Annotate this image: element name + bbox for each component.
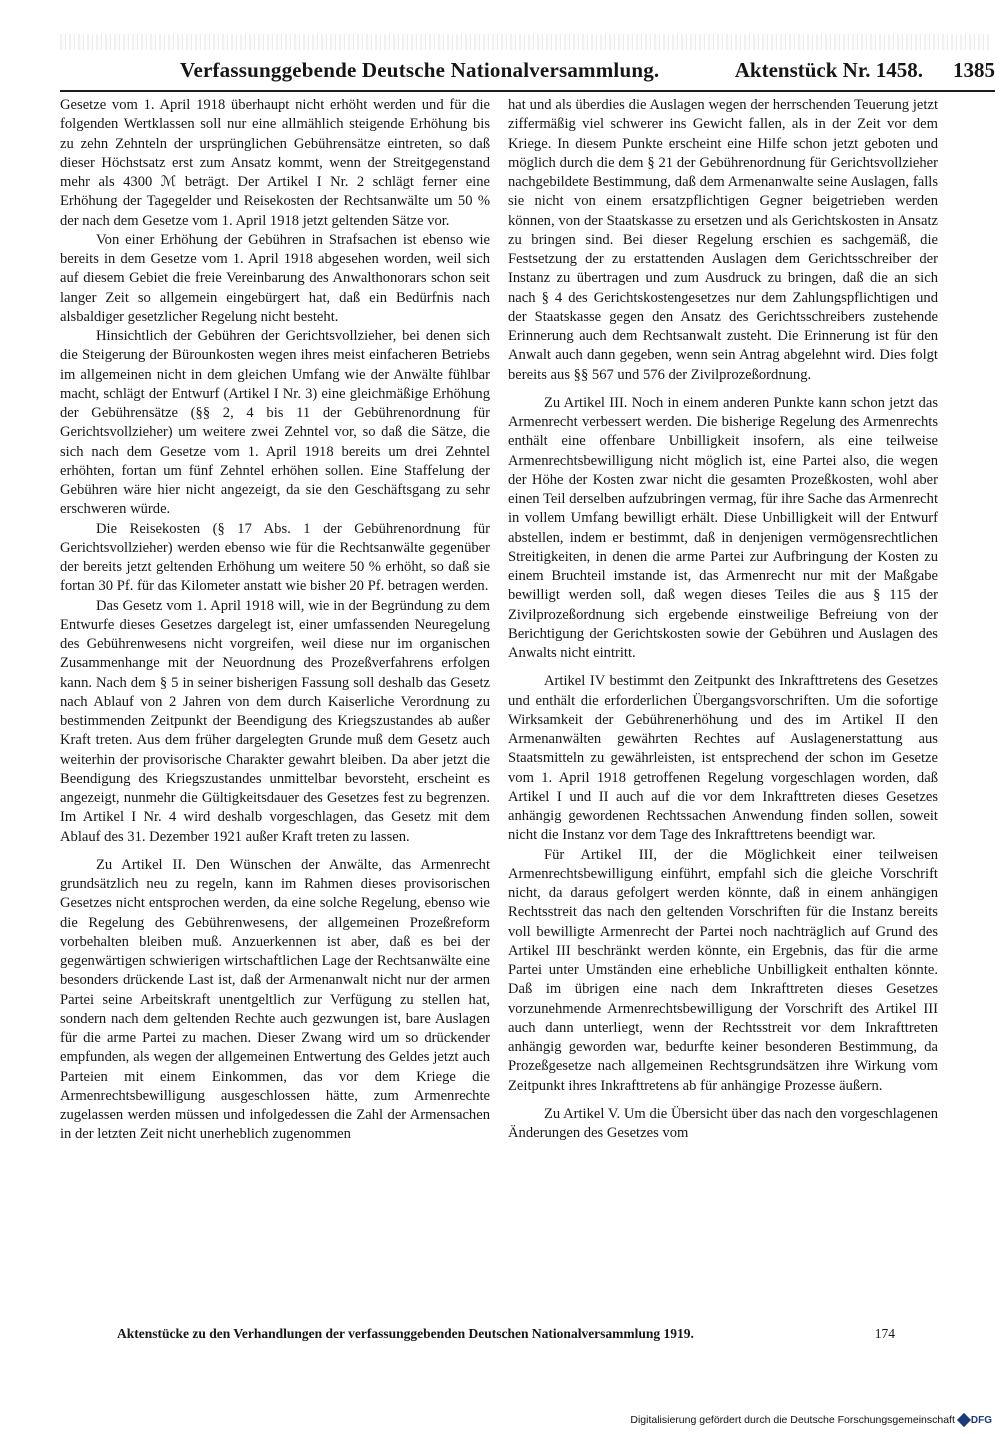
- paragraph-zu-artikel-iii: Zu Artikel III. Noch in einem anderen Punkte kann schon jetzt das Armenrecht verbessert werden. Die bisherige Regelung des Armenrechts enthält eine offenbare Unbilligkeit insofern, als eine teilweise Armenrechtsbewilligung nicht möglich ist, eine Partei also, die wegen der Höhe der Kosten zwar nicht die gesamten Prozeßkosten, wohl aber einen Teil derselben aufzubringen vermag, für ihre Sache das Armenrecht in vollem Umfang bewilligt erhält. Diese Unbilligkeit will der Entwurf abstellen, indem er bestimmt, daß in denjenigen vermögensrechtlichen Streitigkeiten, in denen die arme Partei zur Aufbringung der Kosten zu einem Bruchteil imstande ist, das Armenrecht nur mit der Maßgabe bewilligt werden soll, daß wegen dieses Teiles die aus § 115 der Zivilprozeßordnung sich ergebende einstweilige Befreiung von der Berichtigung der Gerichtskosten sowie der Gebühren und Auslagen des Anwalts nicht eintritt.: [508, 394, 938, 661]
- page-header: [180, 58, 995, 92]
- document-number: Aktenstück Nr. 1458.: [734, 58, 923, 82]
- paragraph-zu-artikel-v: Zu Artikel V. Um die Übersicht über das nach den vorgeschlagenen Änderungen des Gesetzes vom: [508, 1105, 938, 1141]
- paragraph-zu-artikel-ii: Zu Artikel II. Den Wünschen der Anwälte, das Armenrecht grundsätzlich neu zu regeln, kann im Rahmen dieses provisorischen Gesetzes nicht entsprochen werden, da eine solche Regelung, ebenso wie die Regelung des Gebührenwesens, der allgemeinen Prozeßreform vorbehalten bleiben muß. Anzuerkennen ist aber, daß es bei der gegenwärtigen schwierigen wirtschaftlichen Lage der Rechtsanwälte eine besonders drückende Last ist, daß der Armenanwalt nicht nur der armen Partei seine Arbeitskraft unentgeltlich zur Verfügung zu stellen hat, sondern nach dem geltenden Rechte auch gezwungen ist, bare Auslagen für die arme Partei zu machen. Dieser Zwang wird um so drückender empfunden, als wegen der allgemeinen Entwertung des Geldes jetzt auch Parteien mit einem Einkommen, das vor dem Kriege die Armenrechtsbewilligung ausgeschlossen hätte, zum Armenrechte zugelassen werden müssen und infolgedessen die Zahl der Armensachen in der letzten Zeit nicht unerheblich zugenommen: [60, 856, 490, 1143]
- header-right: [735, 58, 995, 83]
- left-column: [60, 96, 490, 1145]
- paragraph: Die Reisekosten (§ 17 Abs. 1 der Gebührenordnung für Gerichtsvollzieher) werden ebenso wie für die Rechtsanwälte gegenüber der bereits jetzt geltenden Erhöhung um weitere 50 % erhöht, so daß sie fortan 30 Pf. für das Kilometer anstatt wie bisher 20 Pf. betragen werden.: [60, 520, 490, 595]
- footer-text: Aktenstücke zu den Verhandlungen der verfassunggebenden Deutschen Nationalversammlung 1919.: [117, 1326, 694, 1341]
- paragraph: Gesetze vom 1. April 1918 überhaupt nicht erhöht werden und für die folgenden Wertklassen soll nur eine allmählich steigende Erhöhung bis zu zehn Zehnteln der ursprünglichen Gebührensätze eintreten, so daß dieser Höchstsatz erst zum Ansatz kommt, wenn der Streitgegenstand mehr als 4300 ℳ beträgt. Der Artikel I Nr. 2 schlägt ferner eine Erhöhung der Tagegelder und Reisekosten der Rechtsanwälte um 50 % der nach dem Gesetze vom 1. April 1918 jetzt geltenden Sätze vor.: [60, 97, 490, 229]
- credit-text: Digitalisierung gefördert durch die Deutsche Forschungsgemeinschaft: [630, 1414, 955, 1426]
- paragraph: hat und als überdies die Auslagen wegen der herrschenden Teuerung jetzt ziffermäßig viel schwerer ins Gewicht fallen, als in der Zeit vor dem Kriege. In diesem Punkte erscheint eine Hilfe schon jetzt geboten und möglich durch die dem § 21 der Gebührenordnung für Gerichtsvollzieher nachgebildete Bestimmung, daß dem Armenanwalte seine Auslagen, falls sie nicht von einem ersatzpflichtigen Gegner beigetrieben werden können, von der Staatskasse zu ersetzen und als Gerichtskosten in Ansatz zu bringen sind. Bei dieser Regelung erschien es sachgemäß, die Festsetzung der zu erstattenden Auslagen dem Gerichtsschreiber der Instanz zu übertragen und zum Ausdruck zu bringen, daß die an sich nach § 4 des Gerichtskostengesetzes nur dem Zahlungspflichtigen und der Staatskasse gegen den Ansatz des Gerichtsschreibers zustehende Erinnerung auch dem Rechtsanwalt zusteht. Die Erinnerung ist für den Anwalt auch dann gegeben, wenn sein Antrag abgelehnt wird. Dies folgt bereits aus §§ 567 und 576 der Zivilprozeßordnung.: [508, 97, 938, 383]
- dfg-diamond-icon: [957, 1413, 971, 1427]
- paragraph: Hinsichtlich der Gebühren der Gerichtsvollzieher, bei denen sich die Steigerung der Bürounkosten wegen ihres meist einfacheren Betriebs im allgemeinen nicht in dem gleichen Umfang wie der Anwälte fühlbar macht, schlägt der Entwurf (Artikel I Nr. 3) eine gleichmäßige Erhöhung der Gebührensätze (§§ 2, 4 bis 11 der Gebührenordnung für Gerichtsvollzieher) um weitere zwei Zehntel vor, so daß die Sätze, die sich nach dem Gesetze vom 1. April 1918 bereits um drei Zehntel erhöhten, fortan um fünf Zehntel erhöhen sollen. Eine Staffelung der Gebühren wäre hier nicht angezeigt, da sie den Geschäftsgang zu sehr erschweren würde.: [60, 328, 490, 518]
- footer-number: 174: [874, 1326, 895, 1341]
- dfg-logo-text: DFG: [970, 1414, 992, 1426]
- page-footer: [117, 1326, 917, 1342]
- paragraph: Das Gesetz vom 1. April 1918 will, wie in der Begründung zu dem Entwurfe dieses Gesetzes dargelegt ist, einer umfassenden Neuregelung des Gebührenwesens nicht vorgreifen, weil diese nur im organischen Zusammenhange mit der Neuordnung des Prozeßverfahrens erfolgen kann. Nach dem § 5 in seiner bisherigen Fassung soll deshalb das Gesetz nach Ablauf von 2 Jahren von dem durch Kaiserliche Verordnung zu bestimmenden Zeitpunkt der Beendigung des Kriegszustandes ab außer Kraft treten. Aus dem früher dargelegten Grunde muß dem Gesetz auch weiterhin der provisorische Charakter gewahrt bleiben. Da aber jetzt die Beendigung des Kriegszustandes unmittelbar bevorsteht, erscheint es angezeigt, nunmehr die Gültigkeitsdauer des Gesetzes fest zu begrenzen. Im Artikel I Nr. 4 wird deshalb vorgeschlagen, das Gesetz mit dem Ablauf des 31. Dezember 1921 außer Kraft treten zu lassen.: [60, 597, 490, 845]
- page-number: 1385: [953, 58, 995, 82]
- dfg-logo: [959, 1415, 992, 1426]
- paragraph: Von einer Erhöhung der Gebühren in Strafsachen ist ebenso wie bereits in dem Gesetze vom 1. April 1918 abgesehen worden, weil sich auf diesem Gebiet die freie Vereinbarung des Anwalthonorars schon seit langer Zeit so allgemein eingebürgert hat, daß ein Bedürfnis nach alsbaldiger gesetzlicher Regelung nicht besteht.: [60, 231, 490, 325]
- right-column: [508, 96, 938, 1143]
- header-title: Verfassunggebende Deutsche Nationalversammlung.: [180, 58, 660, 82]
- scan-edge-noise: [60, 34, 990, 50]
- digitization-credit: [630, 1414, 992, 1426]
- header-rule: [60, 90, 995, 92]
- paragraph-artikel-iv: Artikel IV bestimmt den Zeitpunkt des Inkrafttretens des Gesetzes und enthält die erforderlichen Übergangsvorschriften. Um die sofortige Wirksamkeit der Gebührenerhöhung und des im Artikel II den Armenanwälten gewährten Rechtes auf Auslagenerstattung aus Staatsmitteln zu gewährleisten, ist entsprechend der schon im Gesetze vom 1. April 1918 getroffenen Regelung vorgeschlagen worden, daß Artikel I und II auch auf die vor dem Inkrafttreten dieses Gesetzes anhängig gewordenen Rechtssachen Anwendung finden sollen, soweit nicht die Instanz vor dem Tage des Inkrafttretens beendigt war.: [508, 673, 938, 844]
- paragraph: Für Artikel III, der die Möglichkeit einer teilweisen Armenrechtsbewilligung einführt, empfahl sich die gleiche Vorschrift nicht, da daraus gefolgert werden könnte, daß in einem anhängigen Rechtsstreit das nach den geltenden Vorschriften für die Instanz bereits voll bewilligte Armenrecht der Partei noch nachträglich auf Grund des Artikel III beschränkt werden könnte, ein Ergebnis, das für die arme Partei unter Umständen eine erhebliche Unbilligkeit enthalten könnte. Daß im übrigen eine nach dem Inkrafttreten dieses Gesetzes vorzunehmende Armenrechtsbewilligung der Vorschrift des Artikel III auch dann unterliegt, wenn der Rechtsstreit vor dem Inkrafttreten anhängig geworden war, bedurfte keiner besonderen Bestimmung, da Prozeßgesetze nach allgemeinen Rechtsgrundsätzen ihre Wirkung vom Zeitpunkt ihres Inkrafttretens ab für anhängige Prozesse äußern.: [508, 846, 938, 1094]
